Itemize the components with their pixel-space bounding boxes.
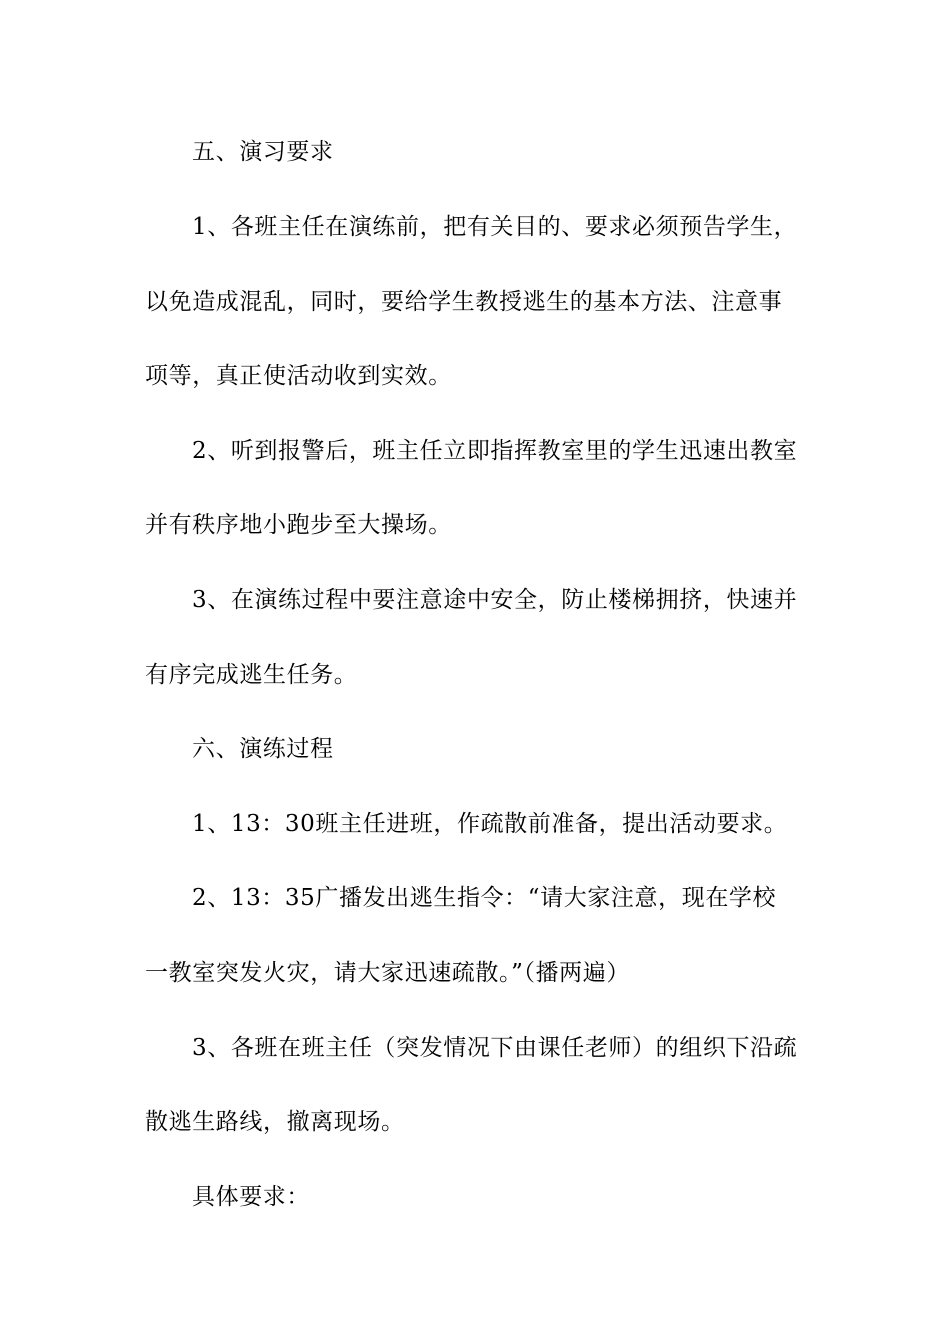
section-heading-drill-requirements: 五、演习要求: [192, 139, 334, 165]
paragraph-line: 3、各班在班主任（突发情况下由课任老师）的组织下沿疏: [192, 1035, 798, 1061]
paragraph-line: 3、在演练过程中要注意途中安全，防止楼梯拥挤，快速并: [192, 587, 798, 613]
paragraph-line: 以免造成混乱，同时，要给学生教授逃生的基本方法、注意事: [145, 289, 783, 315]
paragraph-line: 1、各班主任在演练前，把有关目的、要求必须预告学生，: [192, 214, 798, 240]
paragraph-line: 并有秩序地小跑步至大操场。: [145, 512, 452, 538]
paragraph-line: 2、13：35广播发出逃生指令：“请大家注意，现在学校: [192, 885, 777, 911]
paragraph-line: 2、听到报警后，班主任立即指挥教室里的学生迅速出教室: [192, 438, 798, 464]
section-heading-drill-process: 六、演练过程: [192, 736, 334, 762]
paragraph-line: 有序完成逃生任务。: [145, 662, 358, 688]
paragraph-line: 项等，真正使活动收到实效。: [145, 363, 452, 389]
paragraph-line: 一教室突发火灾，请大家迅速疏散。”（播两遍）: [145, 960, 630, 986]
paragraph-line: 散逃生路线，撤离现场。: [145, 1109, 405, 1135]
subheading-specific-requirements: 具体要求：: [192, 1184, 310, 1210]
paragraph-line: 1、13：30班主任进班，作疏散前准备，提出活动要求。: [192, 811, 788, 837]
